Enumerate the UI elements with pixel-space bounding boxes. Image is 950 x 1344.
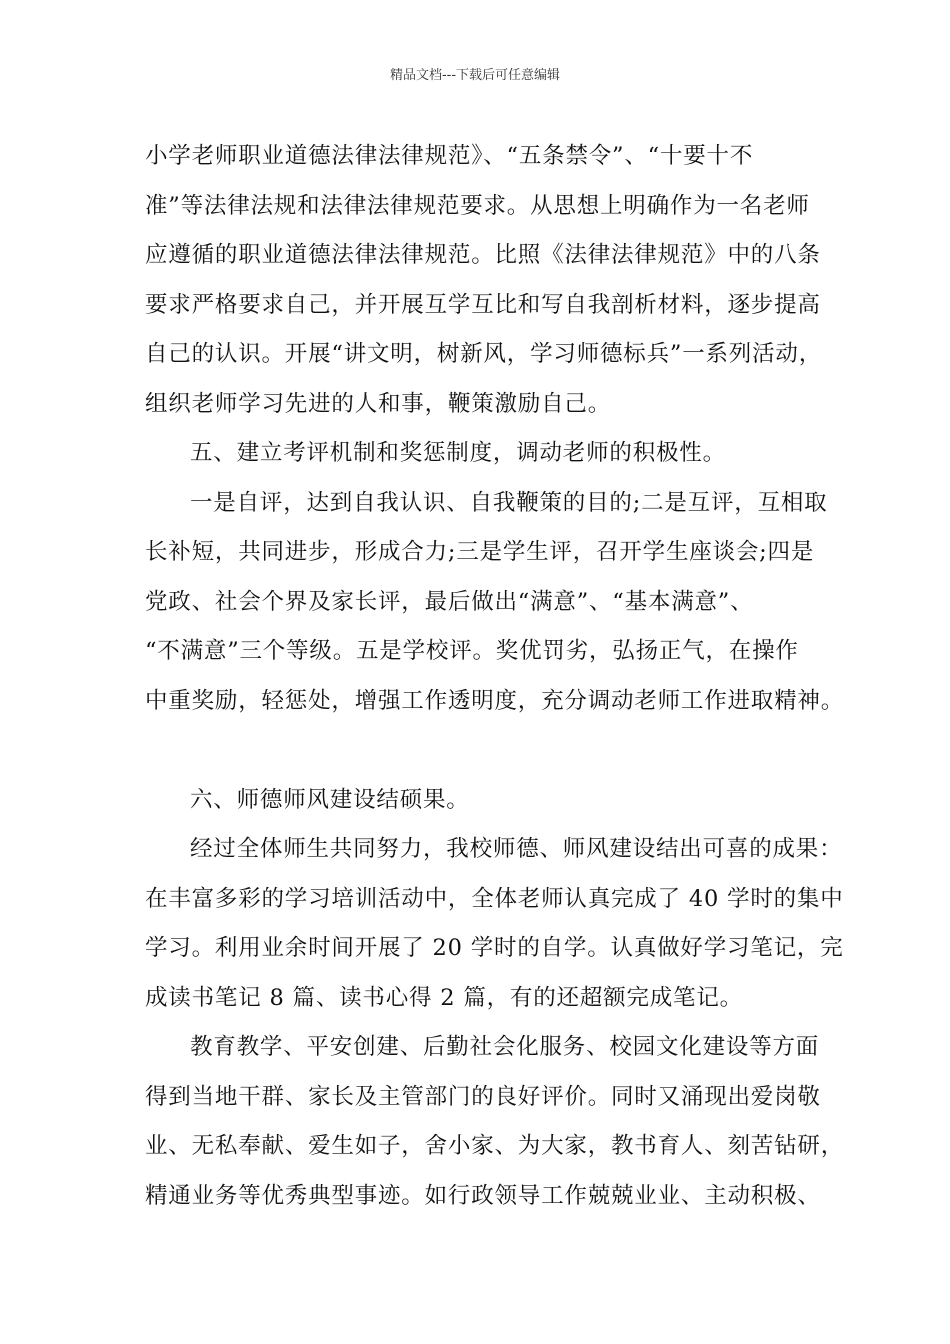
- text-line: “不满意”三个等级。五是学校评。奖优罚劣，弘扬正气，在操作: [145, 638, 799, 664]
- text-line: 准”等法律法规和法律法律规范要求。从思想上明确作为一名老师: [145, 192, 810, 219]
- text-line: 党政、社会个界及家长评，最后做出“满意”、“基本满意”、: [145, 588, 754, 615]
- text-line: 应遵循的职业道德法律法律规范。比照《法律法律规范》中的八条: [145, 242, 821, 268]
- text-line: 中重奖励，轻惩处，增强工作透明度，充分调动老师工作进取精神。: [145, 687, 845, 714]
- document-body: [145, 132, 845, 1221]
- text-line: 要求严格要求自己，并开展互学互比和写自我剖析材料，逐步提高: [145, 291, 821, 318]
- text-line: 得到当地干群、家长及主管部门的良好评价。同时又涌现出爱岗敬: [145, 1083, 821, 1110]
- text-line: 自己的认识。开展“讲文明，树新风，学习师德标兵”一系列活动，: [145, 341, 823, 367]
- text-line: 精通业务等优秀典型事迹。如行政领导工作兢兢业业、主动积极、: [145, 1182, 821, 1209]
- page-header: 精品文档---下载后可任意编辑: [389, 68, 561, 83]
- text-line: 一是自评，达到自我认识、自我鞭策的目的;二是互评，互相取: [190, 489, 828, 516]
- text-line: 长补短，共同进步，形成合力;三是学生评，召开学生座谈会;四是: [145, 539, 815, 565]
- text-line: 小学老师职业道德法律法律规范》、“五条禁令”、“十要十不: [145, 143, 754, 169]
- text-line: 成读书笔记 8 篇、读书心得 2 篇，有的还超额完成笔记。: [145, 984, 743, 1011]
- paragraph-gap: [145, 726, 835, 776]
- section-heading: 五、建立考评机制和奖惩制度，调动老师的积极性。: [190, 440, 726, 466]
- text-line: 教育教学、平安创建、后勤社会化服务、校园文化建设等方面: [190, 1034, 820, 1060]
- text-line: 组织老师学习先进的人和事，鞭策激励自己。: [145, 390, 612, 417]
- text-line: 在丰富多彩的学习培训活动中，全体老师认真完成了 40 学时的集中: [145, 885, 844, 912]
- text-line: 业、无私奉献、爱生如子，舍小家、为大家，教书育人、刻苦钻研，: [145, 1133, 845, 1159]
- text-line: 学习。利用业余时间开展了 20 学时的自学。认真做好学习笔记，完: [145, 935, 844, 961]
- section-heading: 六、师德师风建设结硕果。: [190, 786, 470, 813]
- text-line: 经过全体师生共同努力，我校师德、师风建设结出可喜的成果：: [190, 836, 843, 862]
